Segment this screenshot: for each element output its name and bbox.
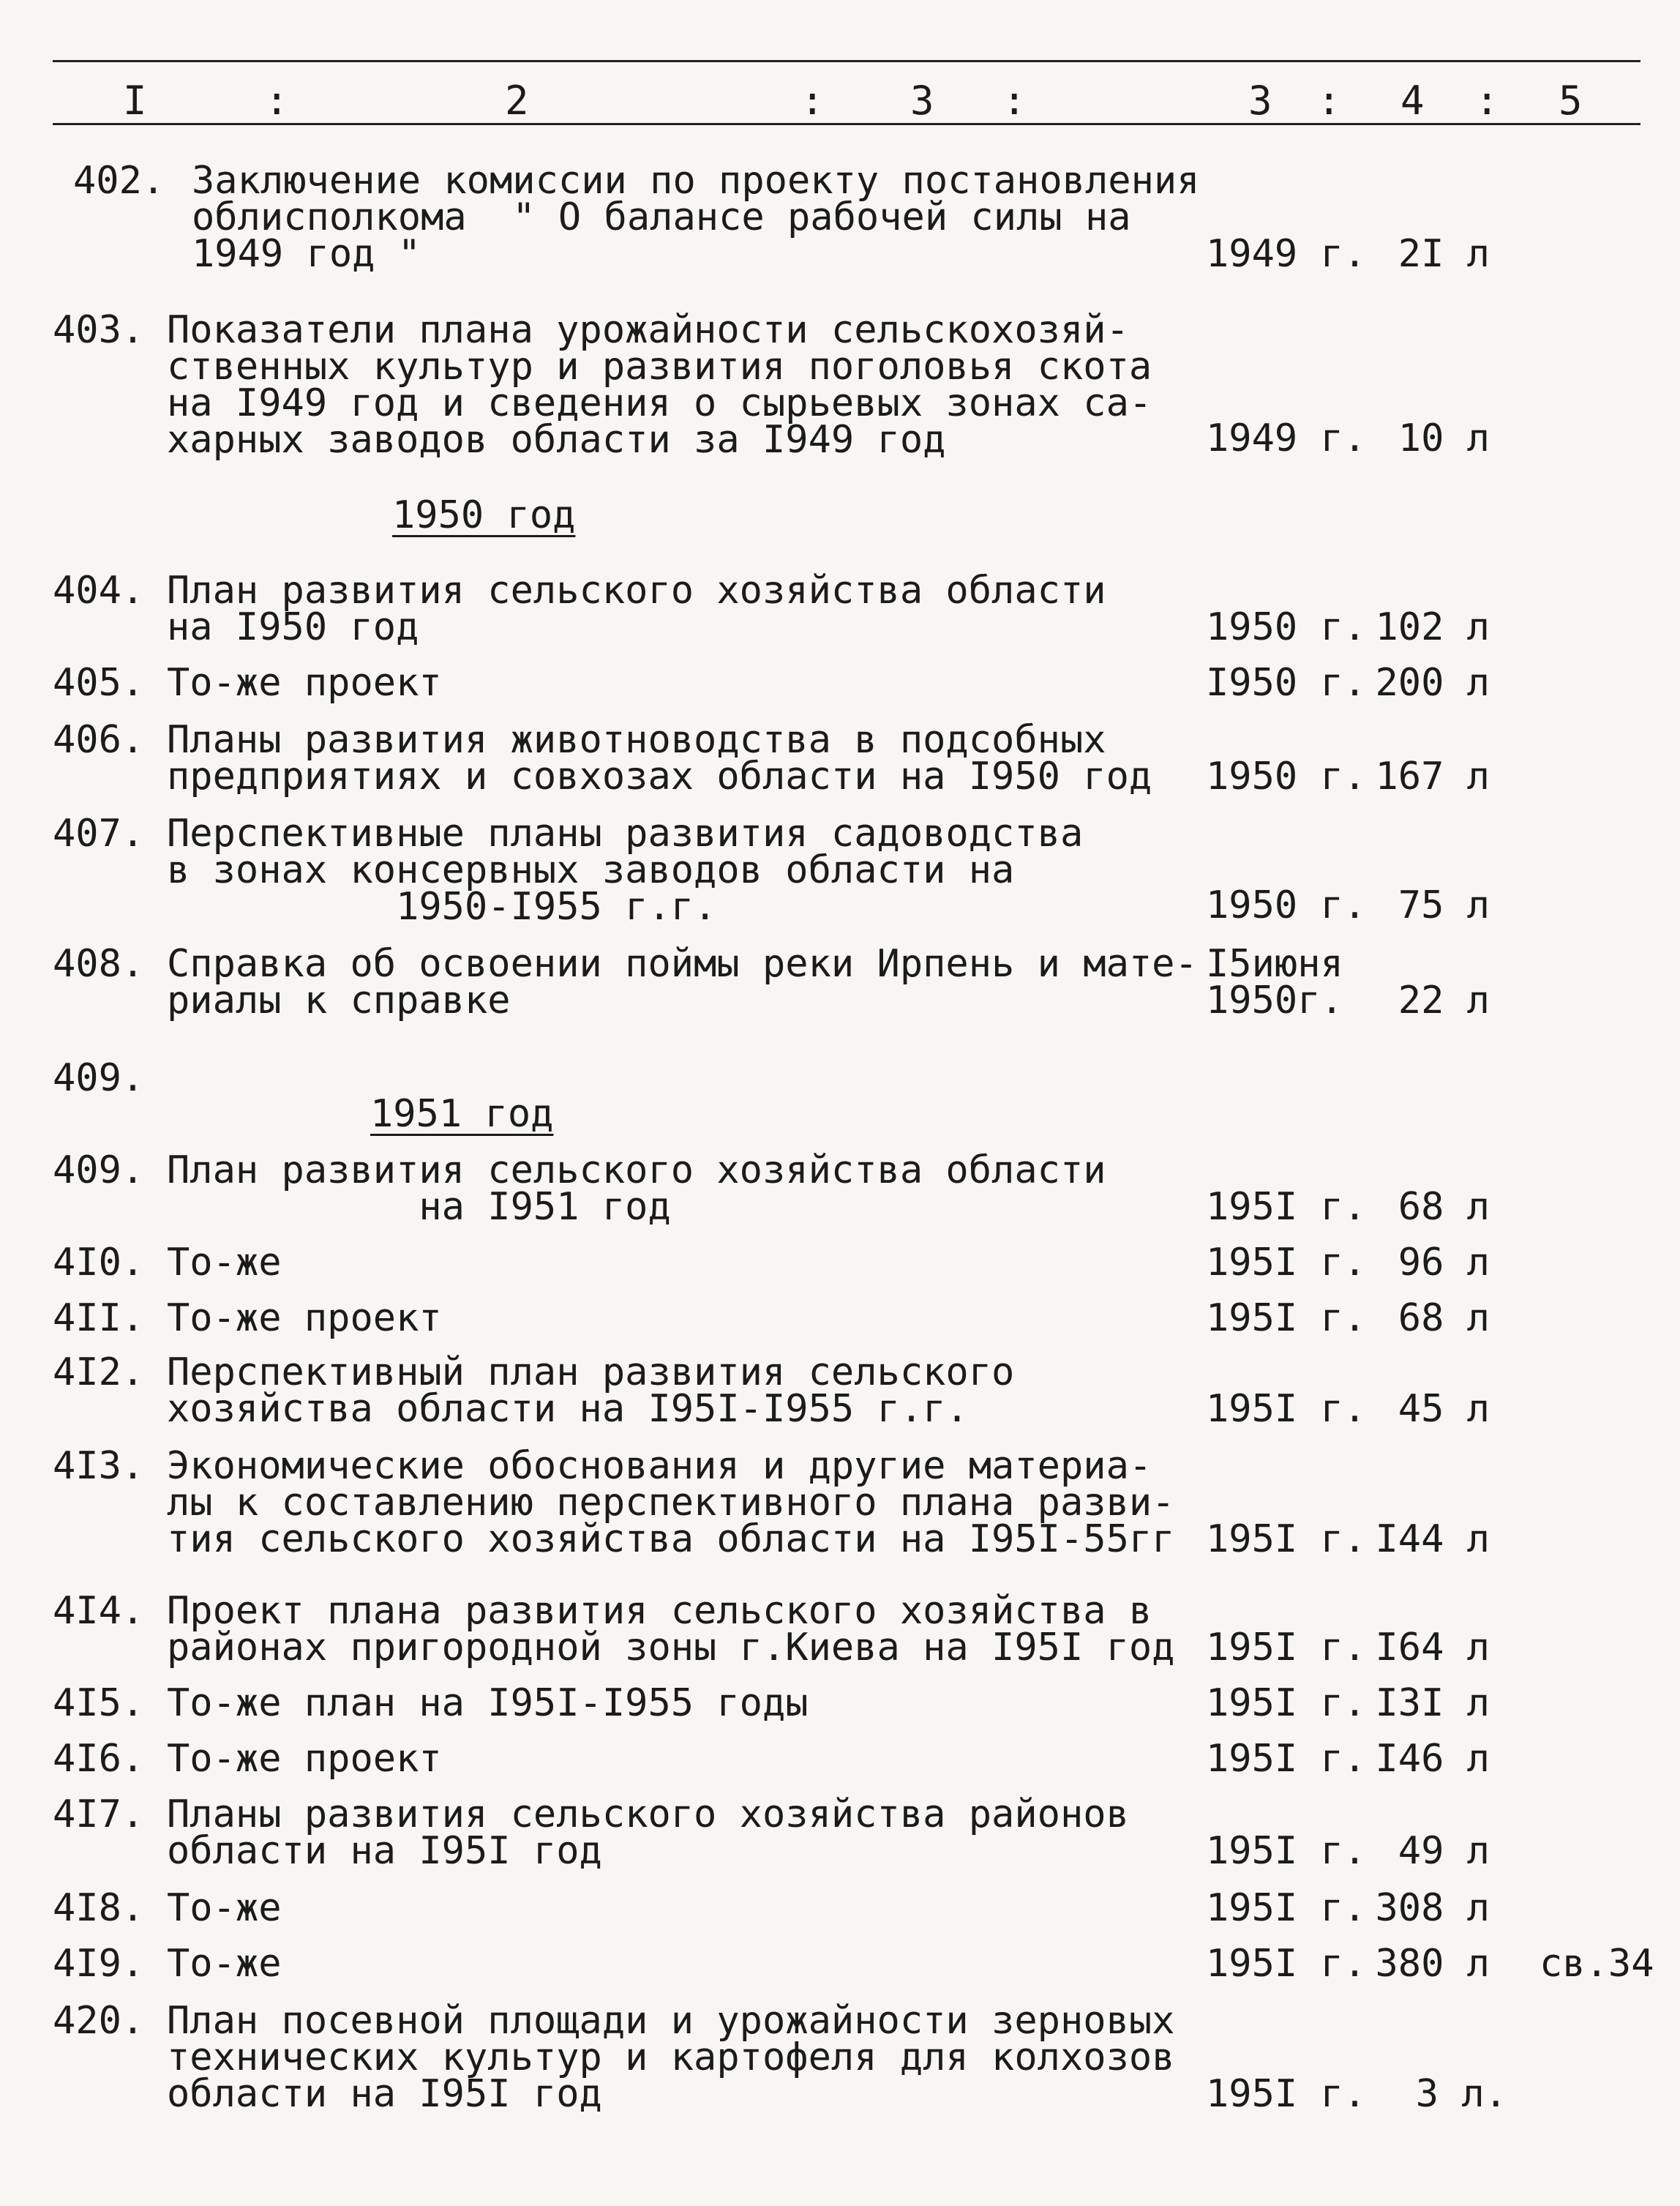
entry-date: 195I г. <box>1206 1185 1367 1229</box>
entry-date: 195I г. <box>1206 1387 1367 1431</box>
column-header-1: I <box>123 78 147 124</box>
entry-date: 1949 г. <box>1206 232 1367 276</box>
entry-number: 402. <box>73 159 165 203</box>
column-header-3: 3 <box>910 78 934 124</box>
entry-description: Справка об освоении поймы реки Ирпень и мате- риалы к справке <box>167 942 1198 1022</box>
entry-number: 4I8. <box>53 1886 145 1930</box>
column-header-4: 4 <box>1400 78 1425 124</box>
column-header-2: 2 <box>505 78 529 124</box>
column-header-3b: 3 <box>1248 78 1272 124</box>
entry-description: То-же план на I95I-I955 годы <box>167 1681 809 1725</box>
column-separator: : <box>1475 78 1499 124</box>
column-separator: : <box>1002 78 1027 124</box>
entry-description: План развития сельского хозяйства области на I951 год <box>167 1148 1106 1229</box>
entry-date: 195I г. <box>1206 1737 1367 1781</box>
entry-date: 195I г. <box>1206 2072 1367 2116</box>
entry-description: Заключение комиссии по проекту постановления облисполкома " О балансе рабочей силы на 1949 год " <box>192 159 1200 276</box>
entry-sheets: 96 л <box>1398 1241 1490 1285</box>
year-heading-1951: 1951 год <box>370 1092 554 1136</box>
entry-sheets: 68 л <box>1398 1185 1490 1229</box>
entry-sheets: 3 л. <box>1415 2072 1507 2116</box>
entry-number: 420. <box>53 1999 145 2043</box>
entry-description: То-же <box>167 1942 282 1986</box>
entry-description: Планы развития животноводства в подсобных предприятиях и совхозах области на I950 год <box>167 718 1152 799</box>
entry-sheets: I44 л <box>1375 1517 1490 1561</box>
entry-number: 4I5. <box>53 1681 145 1725</box>
column-header-5: 5 <box>1559 78 1583 124</box>
entry-description: Перспективные планы развития садоводства в зонах консервных заводов области на 1950-I955 г.г. <box>167 812 1084 929</box>
entry-description: То-же проект <box>167 661 442 705</box>
header-top-rule <box>53 60 1640 62</box>
entry-number: 4I0. <box>53 1241 145 1285</box>
entry-description: Проект плана развития сельского хозяйства в районах пригородной зоны г.Киева на I95I год <box>167 1589 1175 1670</box>
entry-date: 195I г. <box>1206 1942 1367 1986</box>
entry-description: План развития сельского хозяйства области на I950 год <box>167 569 1106 649</box>
entry-sheets: 308 л <box>1375 1886 1490 1930</box>
entry-note: св.34 <box>1540 1942 1654 1986</box>
entry-description: Экономические обоснования и другие материа- лы к составлению перспективного плана разви- тия сельского хозяйства области на I95I-55гг <box>167 1444 1175 1561</box>
entry-sheets: 22 л <box>1398 979 1490 1022</box>
entry-sheets: 45 л <box>1398 1387 1490 1431</box>
entry-number: 408. <box>53 942 145 986</box>
entry-sheets: 380 л <box>1375 1942 1490 1986</box>
entry-number: 403. <box>53 308 145 352</box>
entry-date: 1950 г. <box>1206 755 1367 799</box>
entry-number: 404. <box>53 569 145 613</box>
entry-number: 4I9. <box>53 1942 145 1986</box>
entry-description: То-же <box>167 1886 282 1930</box>
entry-description: То-же проект <box>167 1737 442 1781</box>
entry-number: 4I6. <box>53 1737 145 1781</box>
entry-number: 406. <box>53 718 145 762</box>
entry-date: 1950 г. <box>1206 605 1367 649</box>
entry-date: 195I г. <box>1206 1517 1367 1561</box>
entry-sheets: I46 л <box>1375 1737 1490 1781</box>
entry-date: 195I г. <box>1206 1886 1367 1930</box>
entry-sheets: 167 л <box>1375 755 1490 799</box>
entry-sheets: 75 л <box>1398 883 1490 927</box>
entry-number: 4I2. <box>53 1350 145 1394</box>
entry-sheets: I3I л <box>1375 1681 1490 1725</box>
entry-number: 409. <box>53 1148 145 1192</box>
column-separator: : <box>265 78 289 124</box>
entry-date: I950 г. <box>1206 661 1367 705</box>
entry-number: 4I4. <box>53 1589 145 1633</box>
entry-number: 407. <box>53 812 145 856</box>
column-separator: : <box>1317 78 1341 124</box>
column-separator: : <box>800 78 825 124</box>
entry-number: 405. <box>53 661 145 705</box>
entry-number: 4I7. <box>53 1792 145 1836</box>
entry-description: Показатели плана урожайности сельскохозяй- ственных культур и развития поголовья скота на I949 год и сведения о сырьевых зонах са- харных заводов области за I949 год <box>167 308 1152 462</box>
entry-description: То-же проект <box>167 1296 442 1340</box>
entry-date: 1949 г. <box>1206 416 1367 460</box>
entry-date: 1950 г. <box>1206 883 1367 927</box>
entry-date: 195I г. <box>1206 1681 1367 1725</box>
entry-number: 409. <box>53 1056 145 1100</box>
entry-date: 195I г. <box>1206 1241 1367 1285</box>
entry-number: 4I3. <box>53 1444 145 1488</box>
entry-sheets: 2I л <box>1398 232 1490 276</box>
entry-sheets: 49 л <box>1398 1829 1490 1873</box>
year-heading-1950: 1950 год <box>392 493 576 537</box>
entry-date: I5июня 1950г. <box>1206 942 1343 1022</box>
entry-sheets: 102 л <box>1375 605 1490 649</box>
entry-sheets: 10 л <box>1398 416 1490 460</box>
entry-sheets: 200 л <box>1375 661 1490 705</box>
entry-description: Перспективный план развития сельского хозяйства области на I95I-I955 г.г. <box>167 1350 1015 1431</box>
entry-description: То-же <box>167 1241 282 1285</box>
entry-date: 195I г. <box>1206 1296 1367 1340</box>
entry-description: План посевной площади и урожайности зерновых технических культур и картофеля для колхозов области на I95I год <box>167 1999 1175 2116</box>
entry-date: 195I г. <box>1206 1626 1367 1670</box>
entry-number: 4II. <box>53 1296 145 1340</box>
entry-sheets: I64 л <box>1375 1626 1490 1670</box>
entry-sheets: 68 л <box>1398 1296 1490 1340</box>
entry-description: Планы развития сельского хозяйства районов области на I95I год <box>167 1792 1129 1873</box>
entry-date: 195I г. <box>1206 1829 1367 1873</box>
